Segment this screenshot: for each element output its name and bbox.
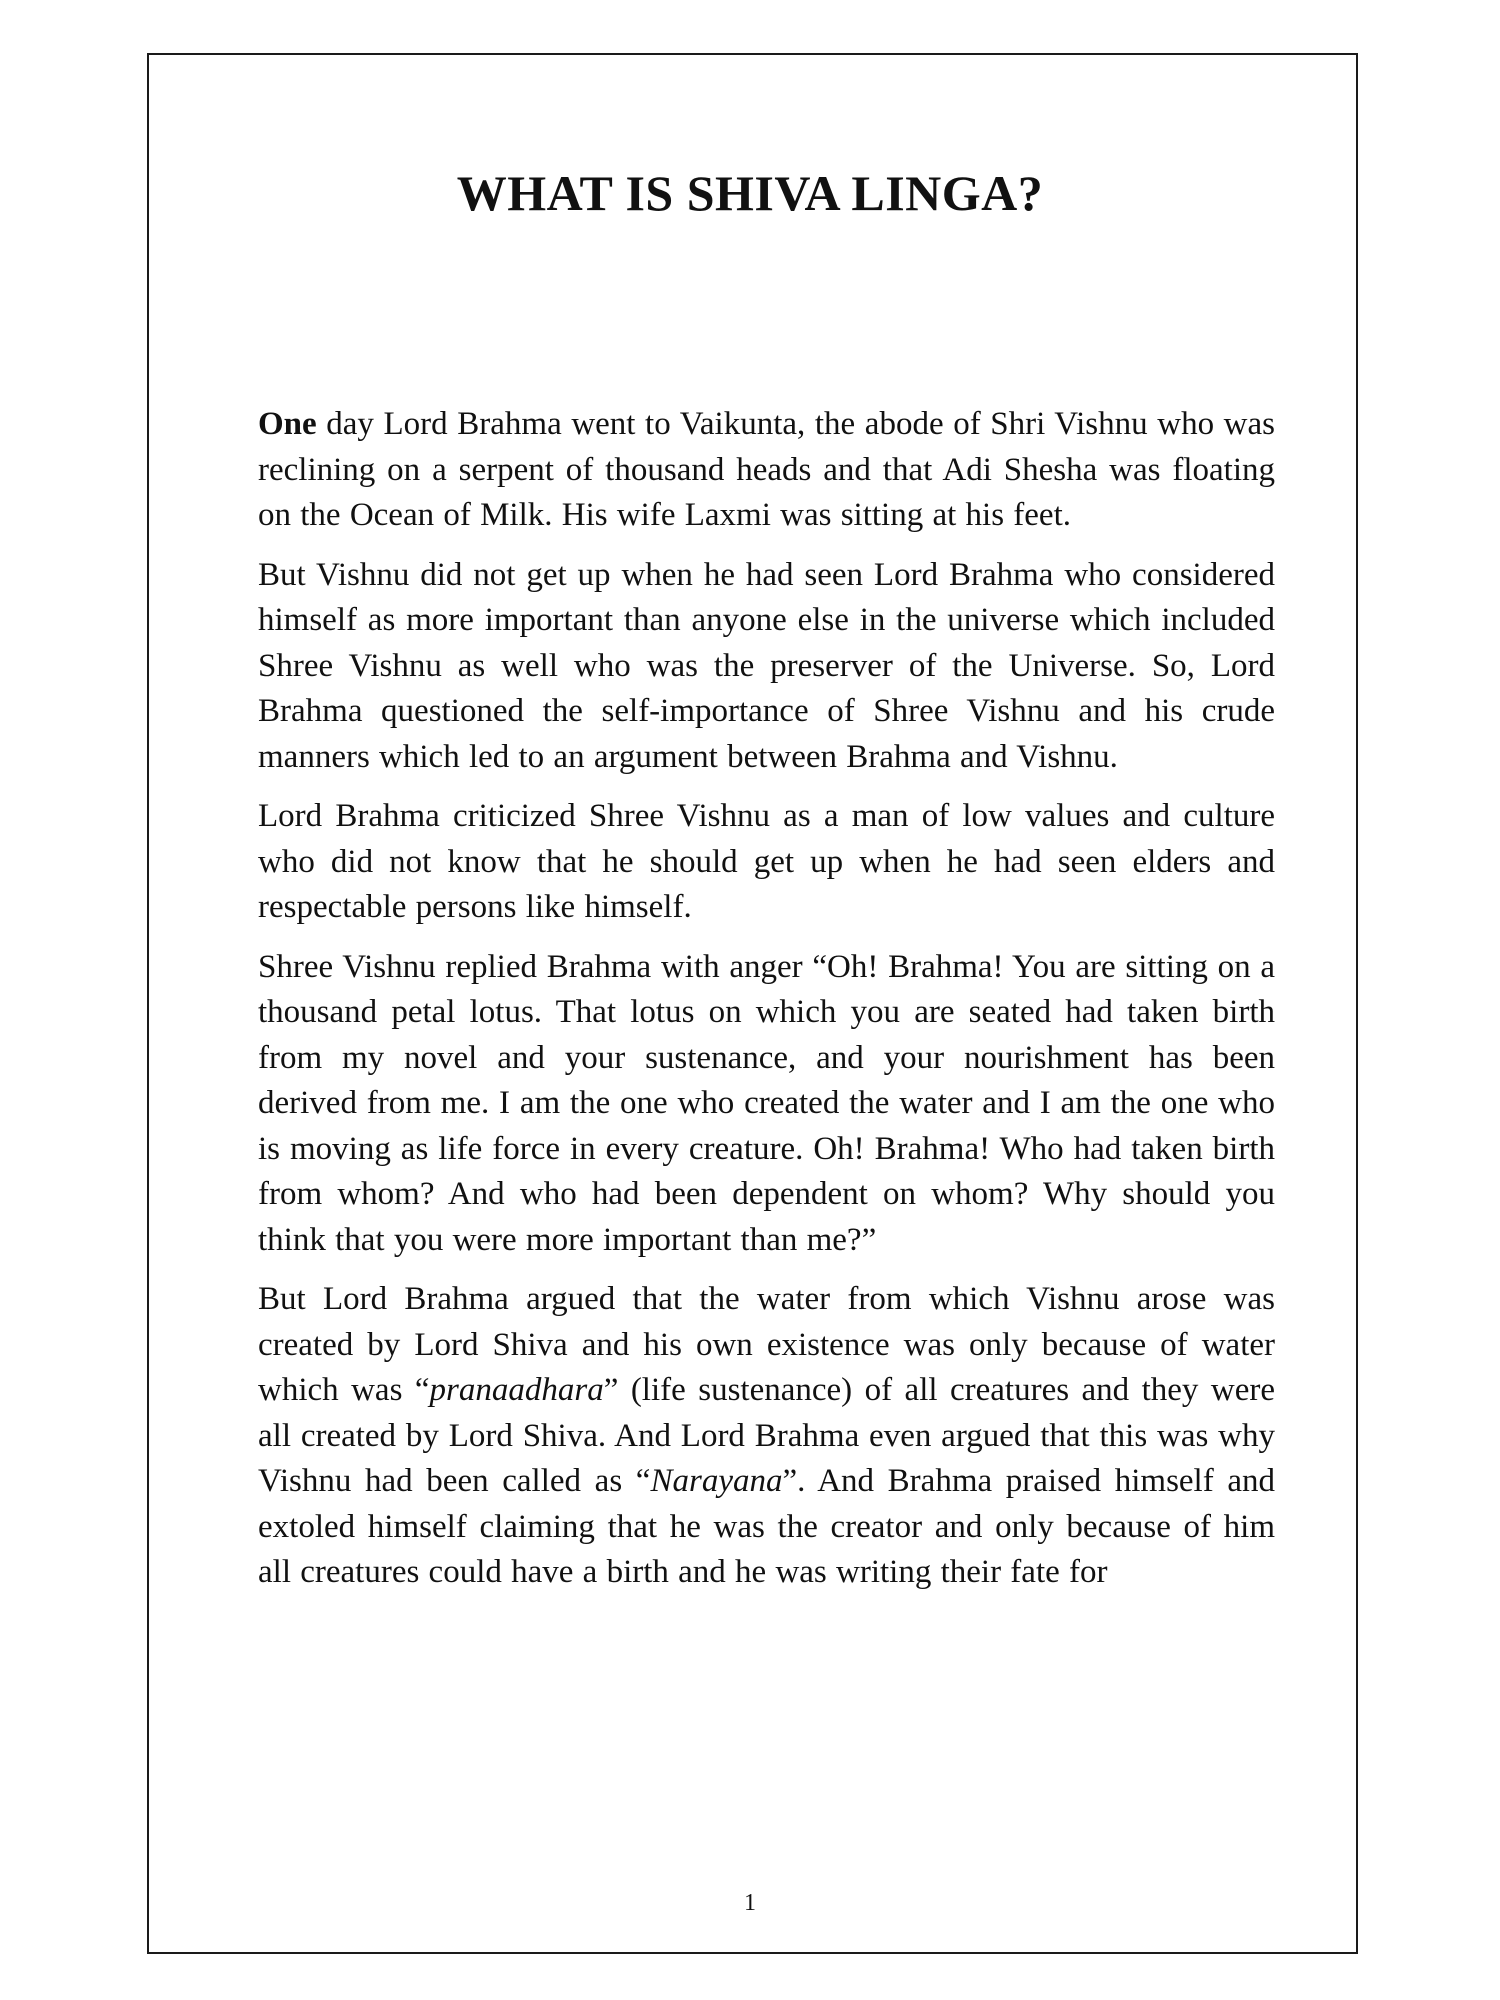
- paragraph-2: But Vishnu did not get up when he had seen Lord Brahma who considered himself as more important than anyone else in the universe which included Shree Vishnu as well who was the preserver of the Universe. So, Lord Brahma questioned the self-importance of Shree Vishnu and his crude manners which led to an argument between Brahma and Vishnu.: [258, 556, 1275, 775]
- page-title: WHAT IS SHIVA LINGA?: [456, 165, 1044, 221]
- paragraph-5-part-1: But Lord Brahma argued that the water from which Vishnu arose was created by Lord Shiva and his own existence was only because of water which was “: [258, 1281, 1275, 1408]
- body-text: [258, 402, 1275, 1596]
- term-narayana: Narayana: [650, 1463, 783, 1499]
- paragraph-1: [258, 402, 1275, 539]
- paragraph-4: Shree Vishnu replied Brahma with anger “Oh! Brahma! You are sitting on a thousand petal lotus. That lotus on which you are seated had taken birth from my novel and your sustenance, and your nourishment has been derived from me. I am the one who created the water and I am the one who is moving as life force in every creature. Oh! Brahma! Who had taken birth from whom? And who had been dependent on whom? Why should you think that you were more important than me?”: [258, 948, 1275, 1258]
- term-pranaadhara: pranaadhara: [429, 1372, 604, 1408]
- paragraph-3: Lord Brahma criticized Shree Vishnu as a man of low values and culture who did not know that he should get up when he had seen elders and respectable persons like himself.: [258, 798, 1275, 925]
- paragraph-5-part-3: ”. And Brahma praised himself and extoled himself claiming that he was the creator and only because of him all creatures could have a birth and he was writing their fate for: [258, 1463, 1276, 1590]
- paragraph-5: [258, 1277, 1275, 1596]
- paragraph-1-text: day Lord Brahma went to Vaikunta, the abode of Shri Vishnu who was reclining on a serpent of thousand heads and that Adi Shesha was floating on the Ocean of Milk. His wife Laxmi was sitting at his feet.: [258, 406, 1275, 533]
- paragraph-5-part-2: ” (life sustenance) of all creatures and they were all created by Lord Shiva. And Lord Brahma even argued that this was why Vishnu had been called as “: [258, 1372, 1275, 1499]
- page-number: 1: [744, 1890, 756, 1916]
- lead-word: One: [258, 406, 317, 442]
